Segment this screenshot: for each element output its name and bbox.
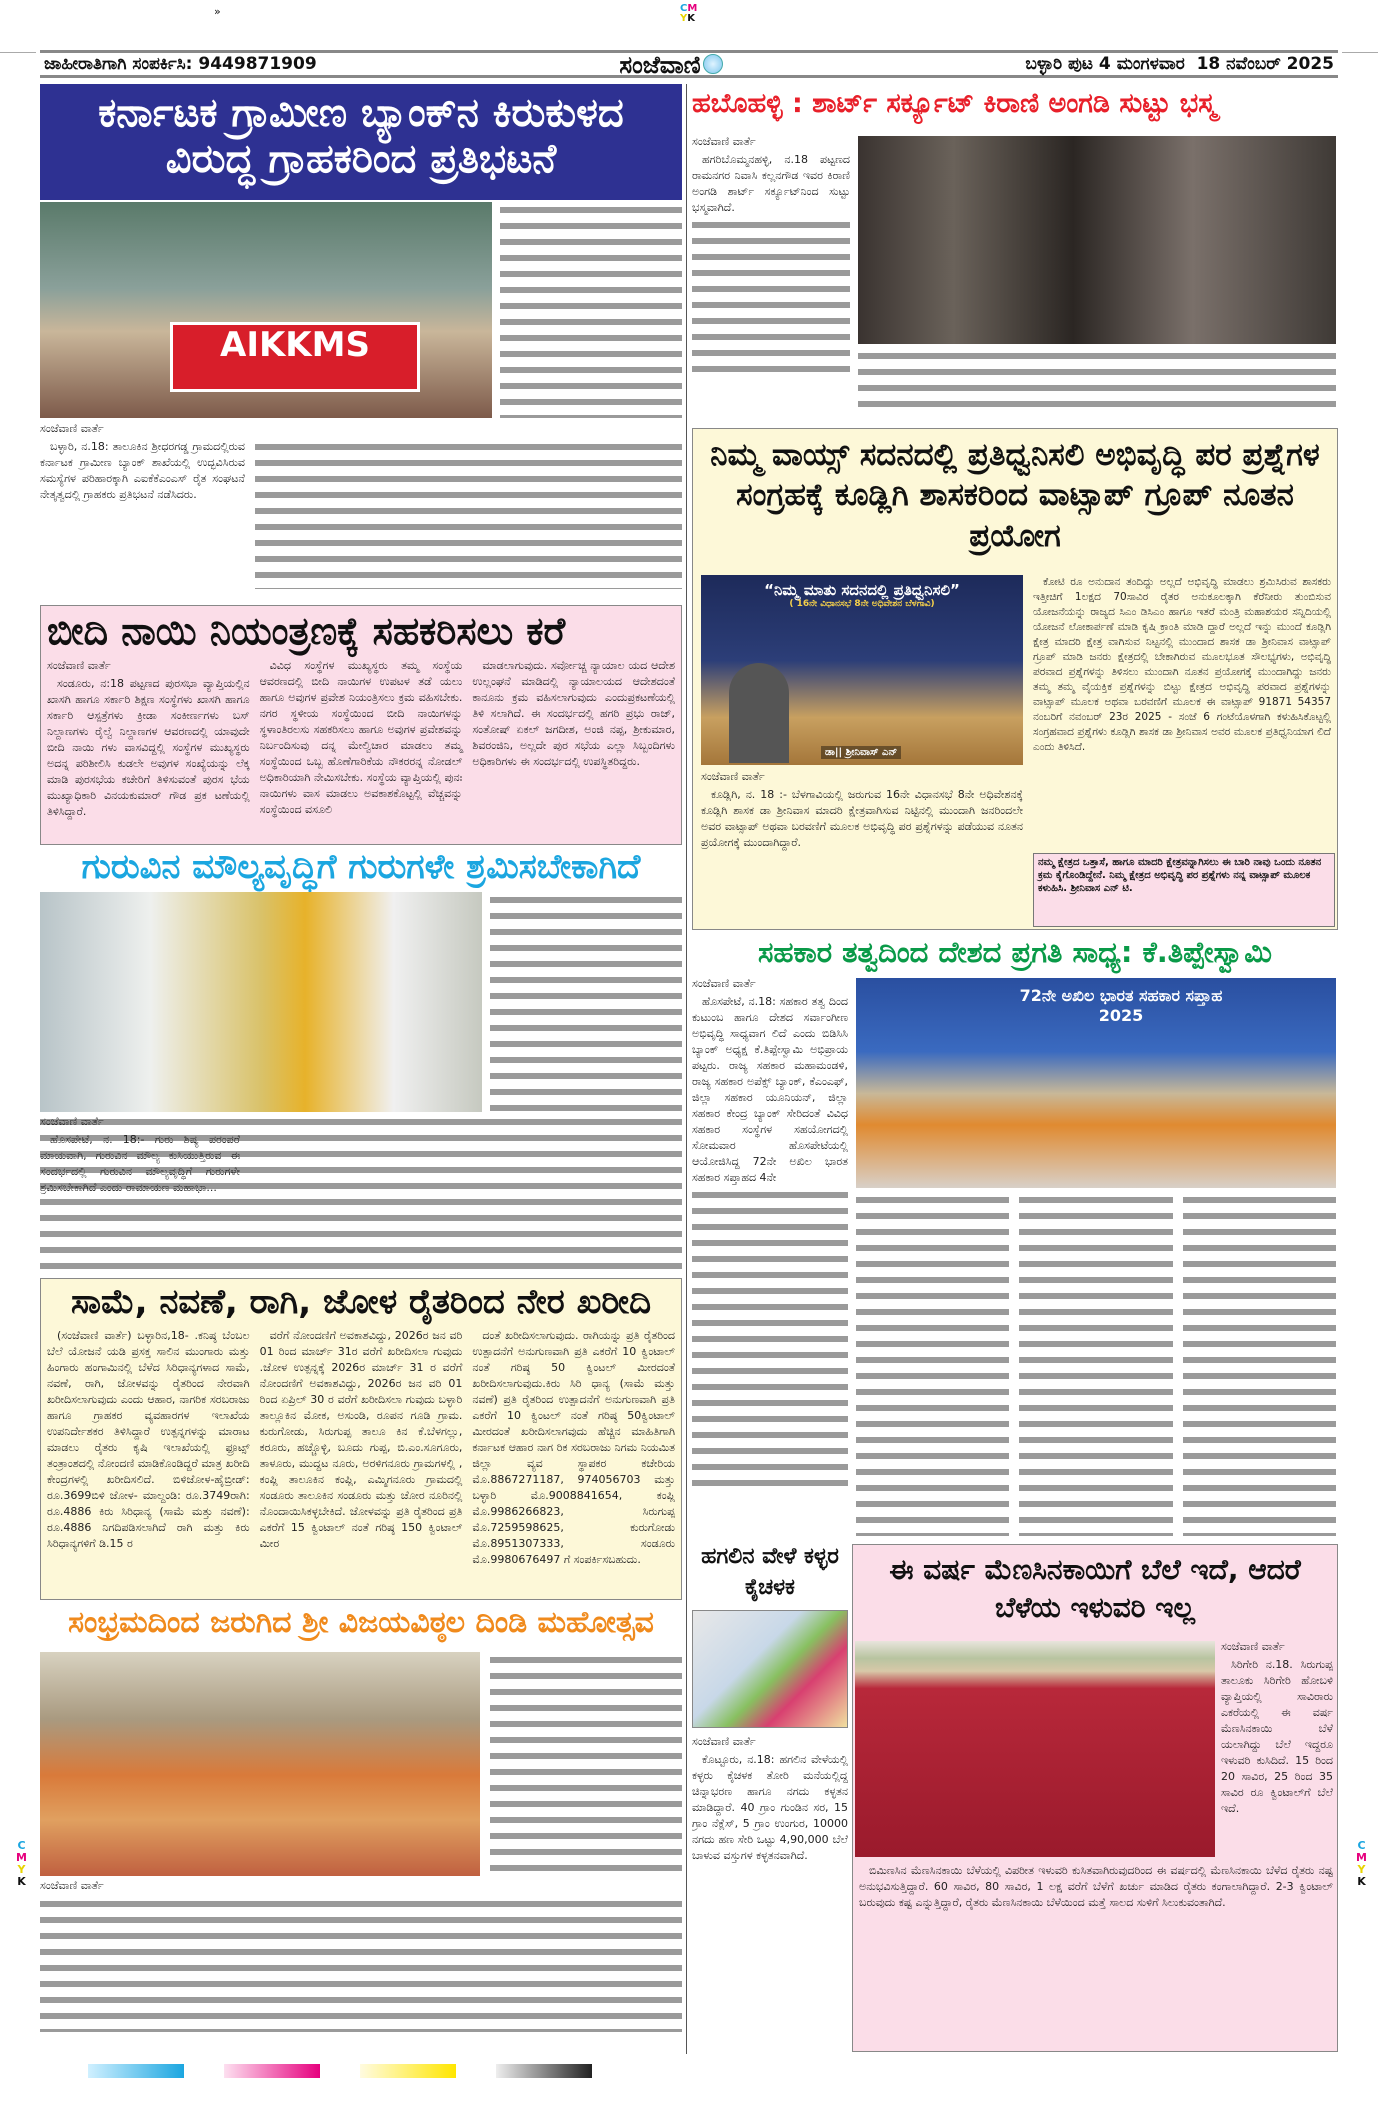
bank-protest-column-right: [500, 202, 682, 418]
paper-logo: [619, 50, 722, 79]
ad-contact: ಜಾಹೀರಾತಿಗಾಗಿ ಸಂಪರ್ಕಿಸಿ: 9449871909: [44, 54, 317, 74]
portrait: [729, 663, 789, 763]
black-bar: [496, 2064, 592, 2078]
photo-banner-text: 72ನೇ ಅಖಿಲ ಭಾರತ ಸಹಕಾರ ಸಪ್ತಾಹ 2025: [1019, 986, 1223, 1025]
dateline: ಹೊಸಪೇಟೆ, ನ.18: ಸಹಕಾರ ತತ್ವ ದಿಂದ ಕುಟುಂಬ ಹಾಗೂ ದೇಶದ ಸರ್ವಾಂಗೀಣ ಅಭಿವೃದ್ಧಿ ಸಾಧ್ಯವಾಗ ಲಿದೆ ಎಂದು ಬಿಡಿಸಿಸಿ ಬ್ಯಾಂಕ್ ಅಧ್ಯಕ್ಷ ಕೆ.ತಿಪ್ಪೇಸ್ವಾಮಿ ಅಭಿಪ್ರಾಯ ಪಟ್ಟರು. ರಾಜ್ಯ ಸಹಕಾರ ಮಹಾಮಂಡಳಿ, ರಾಜ್ಯ ಸಹಕಾರ ಅಪೆಕ್ಸ್ ಬ್ಯಾಂಕ್, ಕೆಎಂಎಫ್, ಜಿಲ್ಲಾ ಸಹಕಾರ ಯೂನಿಯನ್, ಜಿಲ್ಲಾ ಸಹಕಾರ ಕೇಂದ್ರ ಬ್ಯಾಂಕ್ ಸೇರಿದಂತೆ ವಿವಿಧ ಸಹಕಾರ ಸಂಸ್ಥೆಗಳ ಸಹಯೋಗದಲ್ಲಿ ಸೋಮವಾರ ಹೊಸಪೇಟೆಯಲ್ಲಿ ಆಯೋಜಿಸಿದ್ದ 72ನೇ ಅಖಿಲ ಭಾರತ ಸಹಕಾರ ಸಪ್ತಾಹದ 4ನೇ: [692, 995, 848, 1184]
whatsapp-headline: ನಿಮ್ಮ ವಾಯ್ಸ್ ಸದನದಲ್ಲಿ ಪ್ರತಿಧ್ವನಿಸಲಿ ಅಭಿವೃದ್ಧಿ ಪರ ಪ್ರಶ್ನೆಗಳ ಸಂಗ್ರಹಕ್ಕೆ ಕೂಡ್ಲಿಗಿ ಶಾಸಕರಿಂದ ವಾಟ್ಸಾಪ್ ಗ್ರೂಪ್ ನೂತನ ಪ್ರಯೋಗ: [710, 437, 1320, 554]
short-circuit-columns: [858, 348, 1336, 416]
protest-banner: [170, 322, 420, 392]
dindi-photo: [40, 1652, 480, 1876]
paragraph: (ಸಂಜೆವಾಣಿ ವಾರ್ತೆ) ಬಳ್ಳಾರಿನ,18- .ಕನಿಷ್ಠ ಬೆಂಬಲ ಬೆಲೆ ಯೋಜನೆ ಯಡಿ ಪ್ರಸಕ್ತ ಸಾಲಿನ ಮುಂಗಾರು ಮತ್ತು ಹಿಂಗಾರು ಹಂಗಾಮಿನಲ್ಲಿ ಬೆಳೆದ ಸಿರಿಧಾನ್ಯಗಳಾದ ಸಾಮೆ, ನವಣೆ, ರಾಗಿ, ಜೋಳವನ್ನು ರೈತರಿಂದ ನೇರವಾಗಿ ಖರೀದಿಸಲಾಗುವುದು ಎಂದು ಆಹಾರ, ನಾಗರಿಕ ಸರಬರಾಜು ಹಾಗೂ ಗ್ರಾಹಕರ ವ್ಯವಹಾರಗಳ ಇಲಾಖೆಯ ಉಪನಿರ್ದೇಶಕರ ತಿಳಿಸಿದ್ದಾರೆ ಉತ್ಪನ್ನಗಳನ್ನು ಮಾರಾಟ ಮಾಡಲು ರೈತರು ಕೃಷಿ ಇಲಾಖೆಯಲ್ಲಿ ಫ್ರೂಟ್ಸ್ ತಂತ್ರಾಂಶದಲ್ಲಿ ನೋಂದಣಿ ಮಾಡಿಕೊಂಡಿದ್ದರೆ ಮಾತ್ರ ಖರೀದಿ ಕೇಂದ್ರಗಳಲ್ಲಿ ಖರೀದಿಸಲಿದೆ. ಬಿಳಿಜೋಳ-ಹೈಬ್ರೀಡ್: ರೂ.3699ಬಿಳಿ ಜೋಳ- ಮಾಲ್ದಂಡಿ: ರೂ.3749ರಾಗಿ: ರೂ.4886 ಕಿರು ಸಿರಿಧಾನ್ಯ (ಸಾಮೆ ಮತ್ತು ನವಣೆ): ರೂ.4886 ನಿಗದಿಪಡಿಸಲಾಗಿದೆ ರಾಗಿ ಮತ್ತು ಕಿರು ಸಿರಿಧಾನ್ಯಗಳಿಗೆ ಡಿ.15 ರ: [47, 1329, 250, 1551]
paragraph: ಬಿಮಿಣಸಿನ ಮೆಣಸಿನಕಾಯಿ ಬೆಳೆಯಲ್ಲಿ ವಿಪರೀತ ಇಳುವರಿ ಕುಸಿತವಾಗಿರುವುದರಿಂದ ಈ ವರ್ಷದಲ್ಲಿ ಮೆಣಸಿನಕಾಯಿ ಬೆಳೆದ ರೈತರು ನಷ್ಟ ಅನುಭವಿಸುತ್ತಿದ್ದಾರೆ. 60 ಸಾವಿರ, 80 ಸಾವಿರ, 1 ಲಕ್ಷ ವರೆಗೆ ಬೆಳೆಗೆ ಖರ್ಚು ಮಾಡಿದ ರೈತರು ಕಂಗಾಲಾಗಿದ್ದಾರೆ. 2-3 ಕ್ವಿಂಟಾಲ್ ಬರುವುದು ಕಷ್ಟ ಎನ್ನುತ್ತಿದ್ದಾರೆ, ರೈತರು ಮೆಣಸಿನಕಾಯಿ ಬೆಳೆಯಿಂದ ಮತ್ತೆ ಸಾಲದ ಸುಳಿಗೆ ಸಿಲುಕುವಂತಾಗಿದೆ.: [859, 1864, 1333, 1909]
registration-mark-left: C M Y K: [16, 1839, 27, 1888]
chilli-headline: ಈ ವರ್ಷ ಮೆಣಸಿನಕಾಯಿಗೆ ಬೆಲೆ ಇದೆ, ಆದರೆ ಬೆಳೆಯ ಇಳುವರಿ ಇಲ್ಲ: [889, 1553, 1301, 1624]
dindi-column-right: [490, 1652, 682, 1876]
chilli-body: [859, 1863, 1333, 2047]
dateline: ಕೊಟ್ಟೂರು, ನ.18: ಹಗಲಿನ ವೇಳೆಯಲ್ಲಿ ಕಳ್ಳರು ಕೈಚಳಕ ತೋರಿ ಮನೆಯಲ್ಲಿದ್ದ ಚಿನ್ನಾಭರಣ ಹಾಗೂ ನಗದು ಕಳ್ಳತನ ಮಾಡಿದ್ದಾರೆ. 40 ಗ್ರಾಂ ಗುಂಡಿನ ಸರ, 15 ಗ್ರಾಂ ನೆಕ್ಲೆಸ್, 5 ಗ್ರಾಂ ಉಂಗುರ, 10000 ನಗದು ಹಣ ಸೇರಿ ಒಟ್ಟು 4,90,000 ಬೆಲೆ ಬಾಳುವ ವಸ್ತುಗಳ ಕಳ್ಳತನವಾಗಿದೆ.: [692, 1752, 848, 1862]
bank-protest-body: [40, 421, 682, 593]
stray-dogs-body: [47, 658, 675, 826]
paragraph: ವಿವಿಧ ಸಂಸ್ಥೆಗಳ ಮುಖ್ಯಸ್ಥರು ತಮ್ಮ ಸಂಸ್ಥೆಯ ಆವರಣದಲ್ಲಿ ಬೀದಿ ನಾಯಿಗಳ ಉಪಟಳ ತಡೆ ಯಲು ಹಾಗೂ ಅವುಗಳ ಪ್ರವೇಶ ನಿಯಂತ್ರಿಸಲು ಕ್ರಮ ವಹಿಸಬೇಕು. ನಗರ ಸ್ಥಳೀಯ ಸಂಸ್ಥೆಯಿಂದ ಬೀದಿ ನಾಯಿಗಳನ್ನು ಸ್ಥಳಾಂತಿರಲಸು ಸಹಕರಿಸಲು ಹಾಗೂ ಅವುಗಳ ಪ್ರವೇಶವನ್ನು ನಿರ್ಬಂದಿಸುವು ದನ್ನ ಮೇಲ್ವಿಚಾರ ಮಾಡಲು ತಮ್ಮ ಸಂಸ್ಥೆಯಿಂದ ಒಬ್ಬ ಹೊಣೆಗಾರಿಕೆಯ ನೌಕರರನ್ನ ನೋಡಲ್ ಅಧಿಕಾರಿಯಾಗಿ ನೇಮಿಸಬೇಕು. ಸಂಸ್ಥೆಯ ವ್ಯಾಪ್ತಿಯಲ್ಲಿ ಪುನಃ ನಾಯಿಗಳು ವಾಸ ಮಾಡಲು ಅವಕಾಶಕೊಟ್ಟಲ್ಲಿ ವೆಚ್ಚವನ್ನು ಸಂಸ್ಥೆಯಿಂದ ವಸೂಲಿ: [259, 658, 463, 816]
paragraph: ಕೋಟಿ ರೂ ಅನುದಾನ ತಂದಿದ್ದು ಅಲ್ಲದೆ ಅಭಿವೃದ್ಧಿ ಮಾಡಲು ಶ್ರಮಿಸಿರುವ ಶಾಸಕರು ಇತ್ತೀಚಿಗೆ 1ಲಕ್ಷದ 70ಸಾವಿರ ರೈತರ ಅನುಕೂಲಕ್ಕಾಗಿ ಕೆರೆನೀರು ತುಂಬಿಸುವ ಯೋಜನೆಯನ್ನು ರಾಜ್ಯದ ಸಿಎಂ ಡಿಸಿಎಂ ಹಾಗೂ ಇತರೆ ಮಂತ್ರಿ ಮಹಾಶಯರ ಸನ್ನಿದಿಯಲ್ಲಿ ಯೋಜನೆ ಲೋಕಾರ್ಪಣೆ ಮಾಡಿ ಕೃಷಿ ಕ್ರಾಂತಿ ಮಾಡಿ ದ್ದಾರೆ ಅಲ್ಲದೆ ಇನ್ನು ಮುಂದೆ ಕೂಡ್ಲಿಗಿ ಕ್ಷೇತ್ರ ಮಾದರಿ ಕ್ಷೇತ್ರ ವಾಗಿಸುವ ನಿಟ್ಟನಲ್ಲಿ ಮುಂದಾದ ಶಾಸಕ ಡಾ ಶ್ರೀನಿವಾಸ ವಾಟ್ಸಾಪ್ ಗ್ರೂಪ್ ಮಾಡಿ ಜನರು ಕ್ಷೇತ್ರದಲ್ಲಿ ಬೇಕಾಗಿರುವ ಮೂಲಭೂತ ಸೌಲಭ್ಯಗಳು, ಅಭಿವೃದ್ಧಿ ಪರವಾದ ಪ್ರಶ್ನೆಗಳನ್ನು ತಿಳಿಸಲು ಮುಂದಾಗಿ ನೂತನ ಪ್ರಯೋಗಕ್ಕೆ ಮುಂದಾಗಿದ್ದು ಜನರು ತಮ್ಮ ತಮ್ಮ ವೈಯಕ್ತಿಕ ಪ್ರಶ್ನೆಗಳನ್ನು ಬಿಟ್ಟು ಕ್ಷೇತ್ರದ ಅಭಿವೃದ್ಧಿ ಪರವಾದ ಪ್ರಶ್ನೆಗಳನ್ನು ವಾಟ್ಸಾಪ್ ಮೂಲಕ ಅಥವಾ ಬರವಣಿಗೆ ಮೂಲಕ ಈ ವಾಟ್ಸಾಪ್ 91871 54357 ನಂಬರಿಗೆ ನವಂಬರ್ 23ರ 2025 - ಸಂಜೆ 6 ಗಂಟೆಯೊಳಗಾಗಿ ಕಳುಹಿಸಿಕೊಟ್ಟಲ್ಲಿ ಸಂಗ್ರಹವಾದ ಪ್ರಶ್ನೆಗಳು ಕೂಡ್ಲಿಗಿ ಶಾಸಕ ಡಾ ಶ್ರೀನಿವಾಸ ಅವರ ಮೂಲಕ ಪ್ರತಿಧ್ವನಿಯಾಗ ಲಿದೆ ಎಂದು ತಿಳಿಸಿದೆ.: [1033, 576, 1331, 753]
text-column: [1183, 1192, 1336, 1536]
thieves-headline: ಹಗಲಿನ ವೇಳೆ ಕಳ್ಳರ ಕೈಚಳಕ: [701, 1544, 839, 1600]
cyan-bar: [88, 2064, 184, 2078]
text-column: [1019, 1192, 1172, 1536]
side-rule-left: [0, 52, 36, 53]
assembly-poster: [701, 575, 1023, 765]
registration-mark-top: [680, 4, 697, 24]
text-lines: [692, 1187, 848, 1487]
thieves-story: [692, 1542, 848, 2052]
byline: ಸಂಜೆವಾಣಿ ವಾರ್ತೆ: [1221, 1640, 1285, 1653]
cooperative-headline: ಸಹಕಾರ ತತ್ವದಿಂದ ದೇಶದ ಪ್ರಗತಿ ಸಾಧ್ಯ: ಕೆ.ತಿಪ್ಪೇಸ್ವಾಮಿ: [757, 935, 1273, 969]
byline: ಸಂಜೆವಾಣಿ ವಾರ್ತೆ: [40, 422, 104, 435]
side-rule-right: [1342, 52, 1378, 53]
byline: ಸಂಜೆವಾಣಿ ವಾರ್ತೆ: [692, 1734, 756, 1748]
page-label: ಪುಟ: [1068, 54, 1093, 74]
crop-mark: »: [214, 5, 221, 18]
banner-text: AIKKMS: [220, 325, 370, 365]
shasak-note-box: [1033, 853, 1335, 927]
page-number: 4: [1098, 54, 1111, 74]
dateline: ಬಳ್ಳಾರಿ, ನ.18: ತಾಲೂಕಿನ ಶ್ರೀಧರಗಡ್ಡ ಗ್ರಾಮದಲ್ಲಿರುವ ಕರ್ನಾಟಕ ಗ್ರಾಮೀಣ ಬ್ಯಾಂಕ್ ಶಾಖೆಯಲ್ಲಿ ಉದ್ಭವಿಸಿರುವ ಸಮಸ್ಯೆಗಳ ಪರಿಹಾರಕ್ಕಾಗಿ ಎಐಕೆಕೆಎಂಎಸ್ ರೈತ ಸಂಘಟನೆ ನೇತೃತ್ವದಲ್ಲಿ ಗ್ರಾಹಕರು ಪ್ರತಿಭಟನೆ ನಡೆಸಿದರು.: [40, 440, 245, 501]
paragraph: ವರೆಗೆ ನೋಂದಣಿಗೆ ಅವಕಾಶವಿದ್ದು, 2026ರ ಜನ ವರಿ 01 ರಿಂದ ಮಾರ್ಚ್ 31ರ ವರೆಗೆ ಖರೀದಿಸಲಾ ಗುವುದು .ಜೋಳ ಉತ್ಪನ್ನಕ್ಕೆ 2026ರ ಮಾರ್ಚ್ 31 ರ ವರೆಗೆ ನೋಂದಣಿಗೆ ಅವಕಾಶವಿದ್ದು, 2026ರ ಜನ ವರಿ 01 ರಿಂದ ಏಪ್ರಿಲ್ 30 ರ ವರೆಗೆ ಖರೀದಿಸಲಾ ಗುವುದು ಬಳ್ಳಾರಿ ತಾಲ್ಲೂಕಿನ ಮೋಕ, ಅಸುಂಡಿ, ರೂಪನ ಗೂಡಿ ಗ್ರಾಮ. ಕುರುಗೋಡು, ಸಿರುಗುಪ್ಪ ತಾಲೂ ಕಿನ ಕೆ.ಬೆಳಗಲ್ಲು, ಕರೂರು, ಹಚ್ಚೊಳ್ಳಿ, ಬೂದು ಗುಪ್ಪ, ಬಿ.ಎಂ.ಸೂಗೂರು, ತಾಳೂರು, ಮುದ್ದಟ ನೂರು, ಅರಳಿಗನೂರು ಗ್ರಾಮಗಳಲ್ಲಿ , ಕಂಪ್ಲಿ ತಾಲೂಕಿನ ಕಂಪ್ಲಿ, ಎಮ್ಮಿಗನೂರು ಗ್ರಾಮದಲ್ಲಿ ಸಂಡೂರು ತಾಲೂಕಿನ ಸಂಡೂರು ಮತ್ತು ಚೋರ ನೂರಿನಲ್ಲಿ ನೊಂದಾಯಿಸಿಕಳ್ಳಬೇಕಿದೆ. ಜೋಳವನ್ನು ಪ್ರತಿ ರೈತರಿಂದ ಪ್ರತಿ ಎಕರೆಗೆ 15 ಕ್ವಿಂಟಾಲ್ ನಂತೆ ಗರಿಷ್ಠ 150 ಕ್ವಿಂಟಾಲ್ ಮೀರ: [259, 1329, 463, 1551]
reg-c: C: [680, 3, 688, 14]
thieves-body: [692, 1734, 848, 2034]
byline: ಸಂಜೆವಾಣಿ ವಾರ್ತೆ: [701, 770, 765, 783]
byline: ಸಂಜೆವಾಣಿ ವಾರ್ತೆ: [47, 658, 111, 672]
dindi-headline: ಸಂಭ್ರಮದಿಂದ ಜರುಗಿದ ಶ್ರೀ ವಿಜಯವಿಠ್ಠಲ ದಿಂಡಿ ಮಹೋತ್ಸವ: [68, 1605, 654, 1640]
stray-dogs-box: [40, 605, 682, 845]
bank-protest-headline: ಕರ್ನಾಟಕ ಗ್ರಾಮೀಣ ಬ್ಯಾಂಕ್‌ನ ಕಿರುಕುಳದ ವಿರುದ್ಧ ಗ್ರಾಹಕರಿಂದ ಪ್ರತಿಭಟನೆ: [40, 84, 682, 200]
magenta-bar: [224, 2064, 320, 2078]
dateline: ಸಿರಿಗೇರಿ ನ.18. ಸಿರುಗುಪ್ಪ ತಾಲೂಕು ಸಿರಿಗೇರಿ ಹೋಬಳಿ ವ್ಯಾಪ್ತಿಯಲ್ಲಿ ಸಾವಿರಾರು ಎಕರೆಯಲ್ಲಿ ಈ ವರ್ಷ ಮೆಣಸಿನಕಾಯಿ ಬೆಳೆ ಯಲಾಗಿದ್ದು ಬೆಲೆ ಇದ್ದರೂ ಇಳುವರಿ ಕುಸಿದಿದೆ. 15 ರಿಂದ 20 ಸಾವಿರ, 25 ರಿಂದ 35 ಸಾವಿರ ರೂ ಕ್ವಿಂಟಾಲ್‌ಗೆ ಬೆಲೆ ಇದೆ.: [1221, 1658, 1333, 1815]
column-divider: [686, 84, 687, 2054]
dateline: ಹಗರಿಬೊಮ್ಮನಹಳ್ಳಿ, ನ.18 ಪಟ್ಟಣದ ರಾಮನಗರ ನಿವಾಸಿ ಕಲ್ಲನಗೌಡ ಇವರ ಕಿರಾಣಿ ಅಂಗಡಿ ಶಾರ್ಟ್ ಸರ್ಕ್ಯೂಟ್‌ನಿಂದ ಸುಟ್ಟು ಭಸ್ಮವಾಗಿದೆ.: [692, 153, 850, 214]
cooperative-photo: [856, 978, 1336, 1188]
issue-date: 18 ನವೆಂಬರ್ 2025: [1196, 54, 1334, 74]
byline: ಸಂಜೆವಾಣಿ ವಾರ್ತೆ: [692, 135, 756, 148]
millets-headline: ಸಾಮೆ, ನವಣೆ, ರಾಗಿ, ಜೋಳ ರೈತರಿಂದ ನೇರ ಖರೀದಿ: [70, 1282, 652, 1322]
color-calibration-bars: [88, 2064, 592, 2078]
paper-name: ಸಂಜೆವಾಣಿ: [619, 49, 701, 79]
poster-name: ಡಾ|| ಶ್ರೀನಿವಾಸ್ ಎನ್: [821, 746, 901, 759]
weekday: ಮಂಗಳವಾರ: [1116, 54, 1185, 74]
byline: ಸಂಜೆವಾಣಿ ವಾರ್ತೆ: [40, 1879, 104, 1892]
paragraph: ಮಾಡಲಾಗುವುದು. ಸರ್ವೋಚ್ಚ ನ್ಯಾಯಾಲ ಯದ ಆದೇಶ ಉಲ್ಲಂಘನೆ ಮಾಡಿದಲ್ಲಿ ನ್ಯಾಯಾಲಯದ ಆದೇಶದಂತೆ ಕಾನೂನು ಕ್ರಮ ವಹಿಸಲಾಗುವುದು ಎಂದುಪ್ರಕಟಣೆಯಲ್ಲಿ ತಿಳಿ ಸಲಾಗಿದೆ. ಈ ಸಂದರ್ಭದಲ್ಲಿ ಹಗರಿ ಪ್ರಭು ರಾಜ್, ಸಂತೋಷ್ ಏಕಲ್ ಜಗದೀಶ, ಅಂಜಿ ನಪ್ಪ, ಶ್ರೀಕುಮಾರ, ಶಿವರಂಜಿನಿ, ಅಲ್ಲದೇ ಪುರ ಸಭೆಯ ಎಲ್ಲಾ ಸಿಬ್ಬಂದಿಗಳು ಅಧಿಕಾರಿಗಳು ಈ ಸಂದರ್ಭದಲ್ಲಿ ಉಪಸ್ಥಿತರಿದ್ದರು.: [472, 658, 675, 768]
note-signature: ಶ್ರೀನಿವಾಸ ಎನ್ ಟಿ.: [1070, 883, 1133, 894]
dateline: ಕೂಡ್ಲಿಗಿ, ನ. 18 :- ಬೆಳಗಾವಿಯಲ್ಲಿ ಜರುಗುವ 16ನೇ ವಿಧಾನಸಭೆ 8ನೇ ಅಧಿವೇಶನಕ್ಕೆ ಕೂಡ್ಲಿಗಿ ಶಾಸಕ ಡಾ ಶ್ರೀನಿವಾಸ ಮಾದರಿ ಕ್ಷೇತ್ರವಾಗಿಸುವ ನಿಟ್ಟಿನಲ್ಲಿ ಮುಂದಾಗಿ ಜನರಿಂದಲೇ ಅವರ ವಾಟ್ಸಾಪ್ ಅಥವಾ ಬರವಣಿಗೆ ಮೂಲಕ ಅಭಿವೃದ್ಧಿ ಪರ ಪ್ರಶ್ನೆಗಳನ್ನು ಪಡೆಯುವ ನೂತನ ಪ್ರಯೋಗಕ್ಕೆ ಮುಂದಾಗಿದ್ದಾರೆ.: [701, 788, 1023, 849]
guru-headline: ಗುರುವಿನ ಮೌಲ್ಯವೃದ್ಧಿಗೆ ಗುರುಗಳೇ ಶ್ರಮಿಸಬೇಕಾಗಿದೆ: [81, 847, 641, 887]
chilli-lead: [1221, 1639, 1333, 1859]
stray-dogs-headline: ಬೀದಿ ನಾಯಿ ನಿಯಂತ್ರಣಕ್ಕೆ ಸಹಕರಿಸಲು ಕರೆ: [47, 609, 566, 653]
reg-y: Y: [680, 13, 688, 24]
reg-k: K: [687, 13, 695, 24]
thief-illustration: [692, 1610, 848, 1728]
millets-box: [40, 1278, 682, 1600]
reg-m: M: [687, 3, 698, 14]
text-lines: [692, 217, 850, 377]
guru-column-right: [490, 892, 682, 1112]
bank-protest-photo: [40, 202, 492, 418]
cooperative-lead: [692, 976, 848, 1536]
whatsapp-box: [692, 428, 1338, 930]
dindi-body: [40, 1878, 682, 2032]
poster-subtitle: ( 16ನೇ ವಿಧಾನಸಭೆ 8ನೇ ಅಧಿವೇಶನ ಬೆಳಗಾವಿ): [789, 599, 935, 609]
byline: ಸಂಜೆವಾಣಿ ವಾರ್ತೆ: [40, 1115, 104, 1128]
paragraph: ಸಂಡೂರು, ನ:18 ಪಟ್ಟಣದ ಪುರಸಭಾ ವ್ಯಾಪ್ತಿಯಲ್ಲಿನ ಖಾಸಗಿ ಹಾಗೂ ಸರ್ಕಾರಿ ಶಿಕ್ಷಣ ಸಂಸ್ಥೆಗಳು ಖಾಸಗಿ ಹಾಗೂ ಸರ್ಕಾರಿ ಆಸ್ಪತ್ರೆಗಳು ಕ್ರೀಡಾ ಸಂಕೀರ್ಣಗಳು ಬಸ್ ನಿಲ್ದಾಣಗಳು ರೈಲ್ವೆ ನಿಲ್ದಾಣಗಳ ಆವರಣದಲ್ಲಿ ಯಾವುದೇ ಬೀದಿ ನಾಯಿ ಗಳು ವಾಸವಿದ್ದಲ್ಲಿ ಸಂಸ್ಥೆಗಳ ಮುಖ್ಯಸ್ಥರು ಅದನ್ನ ಪರಿಶೀಲಿಸಿ ಕುಡಲೇ ಅವುಗಳ ಸಂಖ್ಯೆಯನ್ನು ಲೆಕ್ಕ ಮಾಡಿ ಪುರಸಭೆಯ ಕಚೇರಿಗೆ ತಿಳಿಸುವಂತೆ ಪುರಸ ಭೆಯ ಮುಖ್ಯಾಧಿಕಾರಿ ವಿನಯಕುಮಾರ್ ಗೌಡ ಪ್ರಕ ಟಣೆಯಲ್ಲಿ ತಿಳಿಸಿದ್ದಾರೆ.: [47, 676, 250, 818]
text-column: [856, 1192, 1009, 1536]
short-circuit-headline: ಹಬೊಹಳ್ಳಿ : ಶಾರ್ಟ್ ಸರ್ಕ್ಯೂಟ್ ಕಿರಾಣಿ ಅಂಗಡಿ ಸುಟ್ಟು ಭಸ್ಮ: [692, 88, 1217, 119]
registration-mark-right: C M Y K: [1356, 1839, 1367, 1888]
poster-title: “ನಿಮ್ಮ ಮಾತು ಸದನದಲ್ಲಿ ಪ್ರತಿಧ್ವನಿಸಲಿ”: [764, 581, 960, 599]
guru-body: [40, 1114, 682, 1274]
masthead: [40, 50, 1338, 78]
burnt-shop-photo: [858, 136, 1336, 344]
short-circuit-body: [692, 134, 850, 416]
guru-photo: [40, 892, 482, 1112]
paragraph: ದಂತೆ ಖರೀದಿಸಲಾಗುವುದು. ರಾಗಿಯನ್ನು ಪ್ರತಿ ರೈತರಿಂದ ಉತ್ಪಾದನೆಗೆ ಅನುಗುಣವಾಗಿ ಪ್ರತಿ ಎಕರೆಗೆ 10 ಕ್ವಿಂಟಾಲ್ ನಂತೆ ಗರಿಷ್ಠ 50 ಕ್ವಿಂಟಲ್ ಮೀರದಂತೆ ಖರೀದಿಸಲಾಗುವುದು.ಕಿರು ಸಿರಿ ಧಾನ್ಯ (ಸಾಮೆ ಮತ್ತು ನವಣೆ) ಪ್ರತಿ ರೈತರಿಂದ ಉತ್ಪಾದನೆಗೆ ಅನುಗುಣವಾಗಿ ಪ್ರತಿ ಎಕರೆಗೆ 10 ಕ್ವಿಂಟಲ್ ನಂತೆ ಗರಿಷ್ಠ 50ಕ್ವಿಂಟಾಲ್ ಮೀರದಂತೆ ಖರೀದಿಸಲಾಗವುದು ಹೆಚ್ಚಿನ ಮಾಹಿತಿಗಾಗಿ ಕರ್ನಾಟಕ ಆಹಾರ ನಾಗ ರಿಕ ಸರಬರಾಜು ನಿಗಮ ನಿಯಮಿತ ಜಿಲ್ಲಾ ವ್ಯವ ಸ್ಥಾಪಕರ ಕಚೇರಿಯ ಮೊ.8867271187, 974056703 ಮತ್ತು ಬಳ್ಳಾರಿ ಮೊ.9008841654, ಕಂಪ್ಲಿ ಮೊ.9986266823, ಸಿರುಗುಪ್ಪ ಮೊ.7259598625, ಕುರುಗೋಡು ಮೊ.8951307333, ಸಂಡೂರು ಮೊ.9980676497 ಗೆ ಸಂಪರ್ಕಿಸಬಹುದು.: [472, 1329, 675, 1567]
globe-icon: [703, 54, 723, 74]
issue-info: [1025, 54, 1334, 74]
chilli-photo: [855, 1641, 1215, 1857]
whatsapp-body: [1033, 575, 1331, 851]
dateline: ಹೊಸಪೇಟೆ, ನ. 18:- ಗುರು ಶಿಷ್ಯ ಪರಂಪರೆ ಮಾಯವಾಗಿ, ಗುರುವಿನ ಮೌಲ್ಯ ಕುಸಿಯುತ್ತಿರುವ ಈ ಸಂದರ್ಭದಲ್ಲಿ ಗುರುವಿನ ಮೌಲ್ಯವೃದ್ಧಿಗೆ ಗುರುಗಳೇ ಶ್ರಮಿಸಬೇಕಾಗಿದೆ ಎಂದು ರಾಮಾಯಣ ಮಹಾಭಾ...: [40, 1133, 240, 1194]
text-columns: [255, 439, 682, 589]
text-columns: [40, 1896, 682, 2032]
note-text: ನಮ್ಮ ಕ್ಷೇತ್ರದ ಒತ್ತಾಸೆ, ಹಾಗೂ ಮಾದರಿ ಕ್ಷೇತ್ರವನ್ನಾಗಿಸಲು ಈ ಬಾರಿ ನಾವು ಒಂದು ನೂತನ ಕ್ರಮ ಕೈಗೊಂಡಿದ್ದೇನೆ. ನಿಮ್ಮ ಕ್ಷೇತ್ರದ ಅಭಿವೃದ್ಧಿ ಪರ ಪ್ರಶ್ನೆಗಳು ನನ್ನ ವಾಟ್ಸಾಪ್ ಮೂಲಕ ಕಳುಹಿಸಿ.: [1038, 857, 1322, 894]
city: ಬಳ್ಳಾರಿ: [1025, 54, 1063, 74]
yellow-bar: [360, 2064, 456, 2078]
millets-body: [47, 1328, 675, 1590]
chilli-box: [852, 1544, 1338, 2052]
whatsapp-lead: [701, 769, 1023, 925]
byline: ಸಂಜೆವಾಣಿ ವಾರ್ತೆ: [692, 977, 756, 990]
cooperative-columns: [856, 1192, 1336, 1536]
